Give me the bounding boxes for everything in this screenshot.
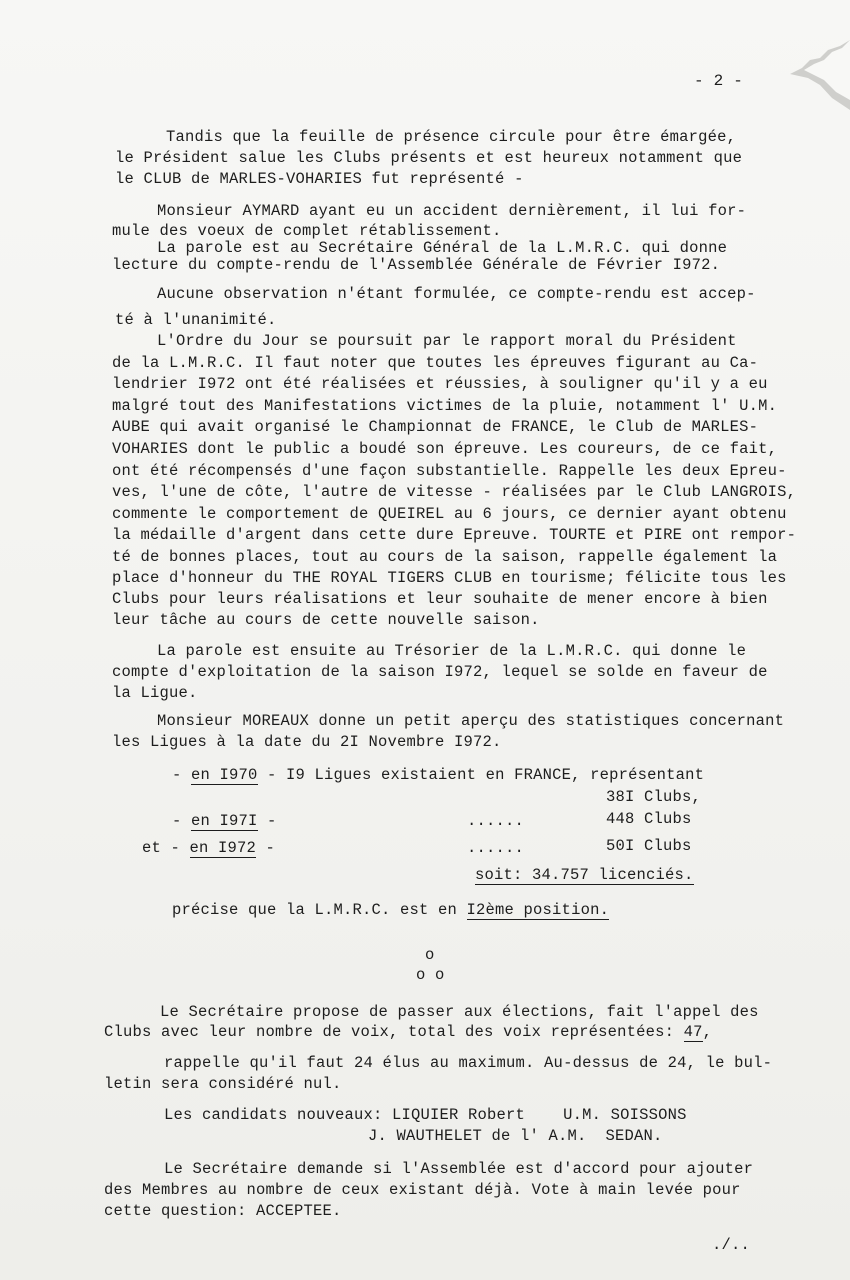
separator-top: o: [425, 946, 435, 964]
text-line: leur tâche au cours de cette nouvelle saison.: [112, 611, 540, 629]
text-line: Monsieur MOREAUX donne un petit aperçu des statistiques concernant: [157, 712, 785, 730]
text-line: Le Secrétaire demande si l'Assemblée est d'accord pour ajouter: [164, 1160, 754, 1178]
torn-corner: [790, 40, 850, 110]
separator-bottom: o o: [416, 966, 445, 984]
text-line: La parole est ensuite au Trésorier de la L.M.R.C. qui donne le: [157, 642, 747, 660]
page-number: - 2 -: [694, 72, 744, 90]
text-line: Le Secrétaire propose de passer aux élections, fait l'appel des: [160, 1003, 759, 1021]
continuation-mark: ./..: [712, 1236, 751, 1254]
text-line: la Ligue.: [112, 684, 198, 702]
text-line: cette question: ACCEPTEE.: [104, 1202, 342, 1220]
text-line: té à l'unanimité.: [115, 311, 277, 329]
position-line: précise que la L.M.R.C. est en I2ème position.: [172, 901, 610, 919]
text-line: le Président salue les Clubs présents et est heureux notamment que: [115, 149, 743, 167]
text-line: letin sera considéré nul.: [104, 1075, 342, 1093]
stats-count-1971: 448 Clubs: [606, 810, 692, 828]
text-line: des Membres au nombre de ceux existant déjà. Vote à main levée pour: [104, 1181, 741, 1199]
text-line: compte d'exploitation de la saison I972, lequel se solde en faveur de: [112, 663, 768, 681]
text-line: malgré tout des Manifestations victimes de la pluie, notamment l' U.M.: [112, 397, 778, 415]
stats-count-1972: 50I Clubs: [606, 837, 692, 855]
stats-total: soit: 34.757 licenciés.: [475, 866, 694, 884]
dots: ......: [467, 839, 525, 857]
text-line: ves, l'une de côte, l'autre de vitesse - réalisées par le Club LANGROIS,: [112, 483, 797, 501]
text-line: de la L.M.R.C. Il faut noter que toutes les épreuves figurant au Ca-: [112, 354, 759, 372]
stats-row-1970: - en I970 - I9 Ligues existaient en FRANCE, représentant: [172, 766, 705, 784]
text-line: mule des voeux de complet rétablissement.: [112, 222, 502, 240]
text-line: VOHARIES dont le public a boudé son épreuve. Les coureurs, de ce fait,: [112, 440, 778, 458]
stats-row-1971: - en I97I -: [172, 812, 277, 830]
text-line: lecture du compte-rendu de l'Assemblée Générale de Février I972.: [112, 256, 721, 274]
dots: ......: [467, 812, 525, 830]
year-1972: en I972: [189, 839, 257, 857]
text-line: le CLUB de MARLES-VOHARIES fut représenté -: [115, 170, 524, 188]
text-line: les Ligues à la date du 2I Novembre I972.: [112, 733, 502, 751]
votes-line: Clubs avec leur nombre de voix, total des voix représentées: 47,: [104, 1023, 713, 1041]
year-1971: en I97I: [191, 812, 258, 830]
text-line: commente le comportement de QUEIREL au 6 jours, ce dernier ayant obtenu: [112, 505, 787, 523]
text-line: Tandis que la feuille de présence circule pour être émargée,: [166, 128, 737, 146]
text-line: La parole est au Secrétaire Général de la L.M.R.C. qui donne: [157, 239, 728, 257]
year-1970: en I970: [191, 766, 258, 784]
text-line: té de bonnes places, tout au cours de la saison, rappelle également la: [112, 548, 778, 566]
text-line: la médaille d'argent dans cette dure Epreuve. TOURTE et PIRE ont rempor-: [112, 526, 797, 544]
text-line: place d'honneur du THE ROYAL TIGERS CLUB en tourisme; félicite tous les: [112, 569, 787, 587]
votes-total: 47: [683, 1023, 703, 1041]
text-line: lendrier I972 ont été réalisées et réussies, à souligner qu'il y a eu: [112, 375, 768, 393]
text-line: ont été récompensés d'une façon substantielle. Rappelle les deux Epreu-: [112, 462, 787, 480]
text-line: Aucune observation n'étant formulée, ce compte-rendu est accep-: [157, 285, 756, 303]
text-line: AUBE qui avait organisé le Championnat de FRANCE, le Club de MARLES-: [112, 418, 759, 436]
position-value: I2ème position.: [466, 901, 610, 919]
text-line: Monsieur AYMARD ayant eu un accident dernièrement, il lui for-: [157, 202, 747, 220]
candidates-line: Les candidats nouveaux: LIQUIER Robert U.M. SOISSONS: [164, 1106, 687, 1124]
candidates-line-2: J. WAUTHELET de l' A.M. SEDAN.: [368, 1127, 663, 1145]
stats-count-1970: 38I Clubs,: [606, 788, 702, 806]
stats-row-1972: et - en I972 -: [142, 839, 276, 857]
text-line: L'Ordre du Jour se poursuit par le rapport moral du Président: [157, 332, 737, 350]
text-line: rappelle qu'il faut 24 élus au maximum. Au-dessus de 24, le bul-: [164, 1054, 773, 1072]
text-line: Clubs pour leurs réalisations et leur souhaite de mener encore à bien: [112, 590, 768, 608]
